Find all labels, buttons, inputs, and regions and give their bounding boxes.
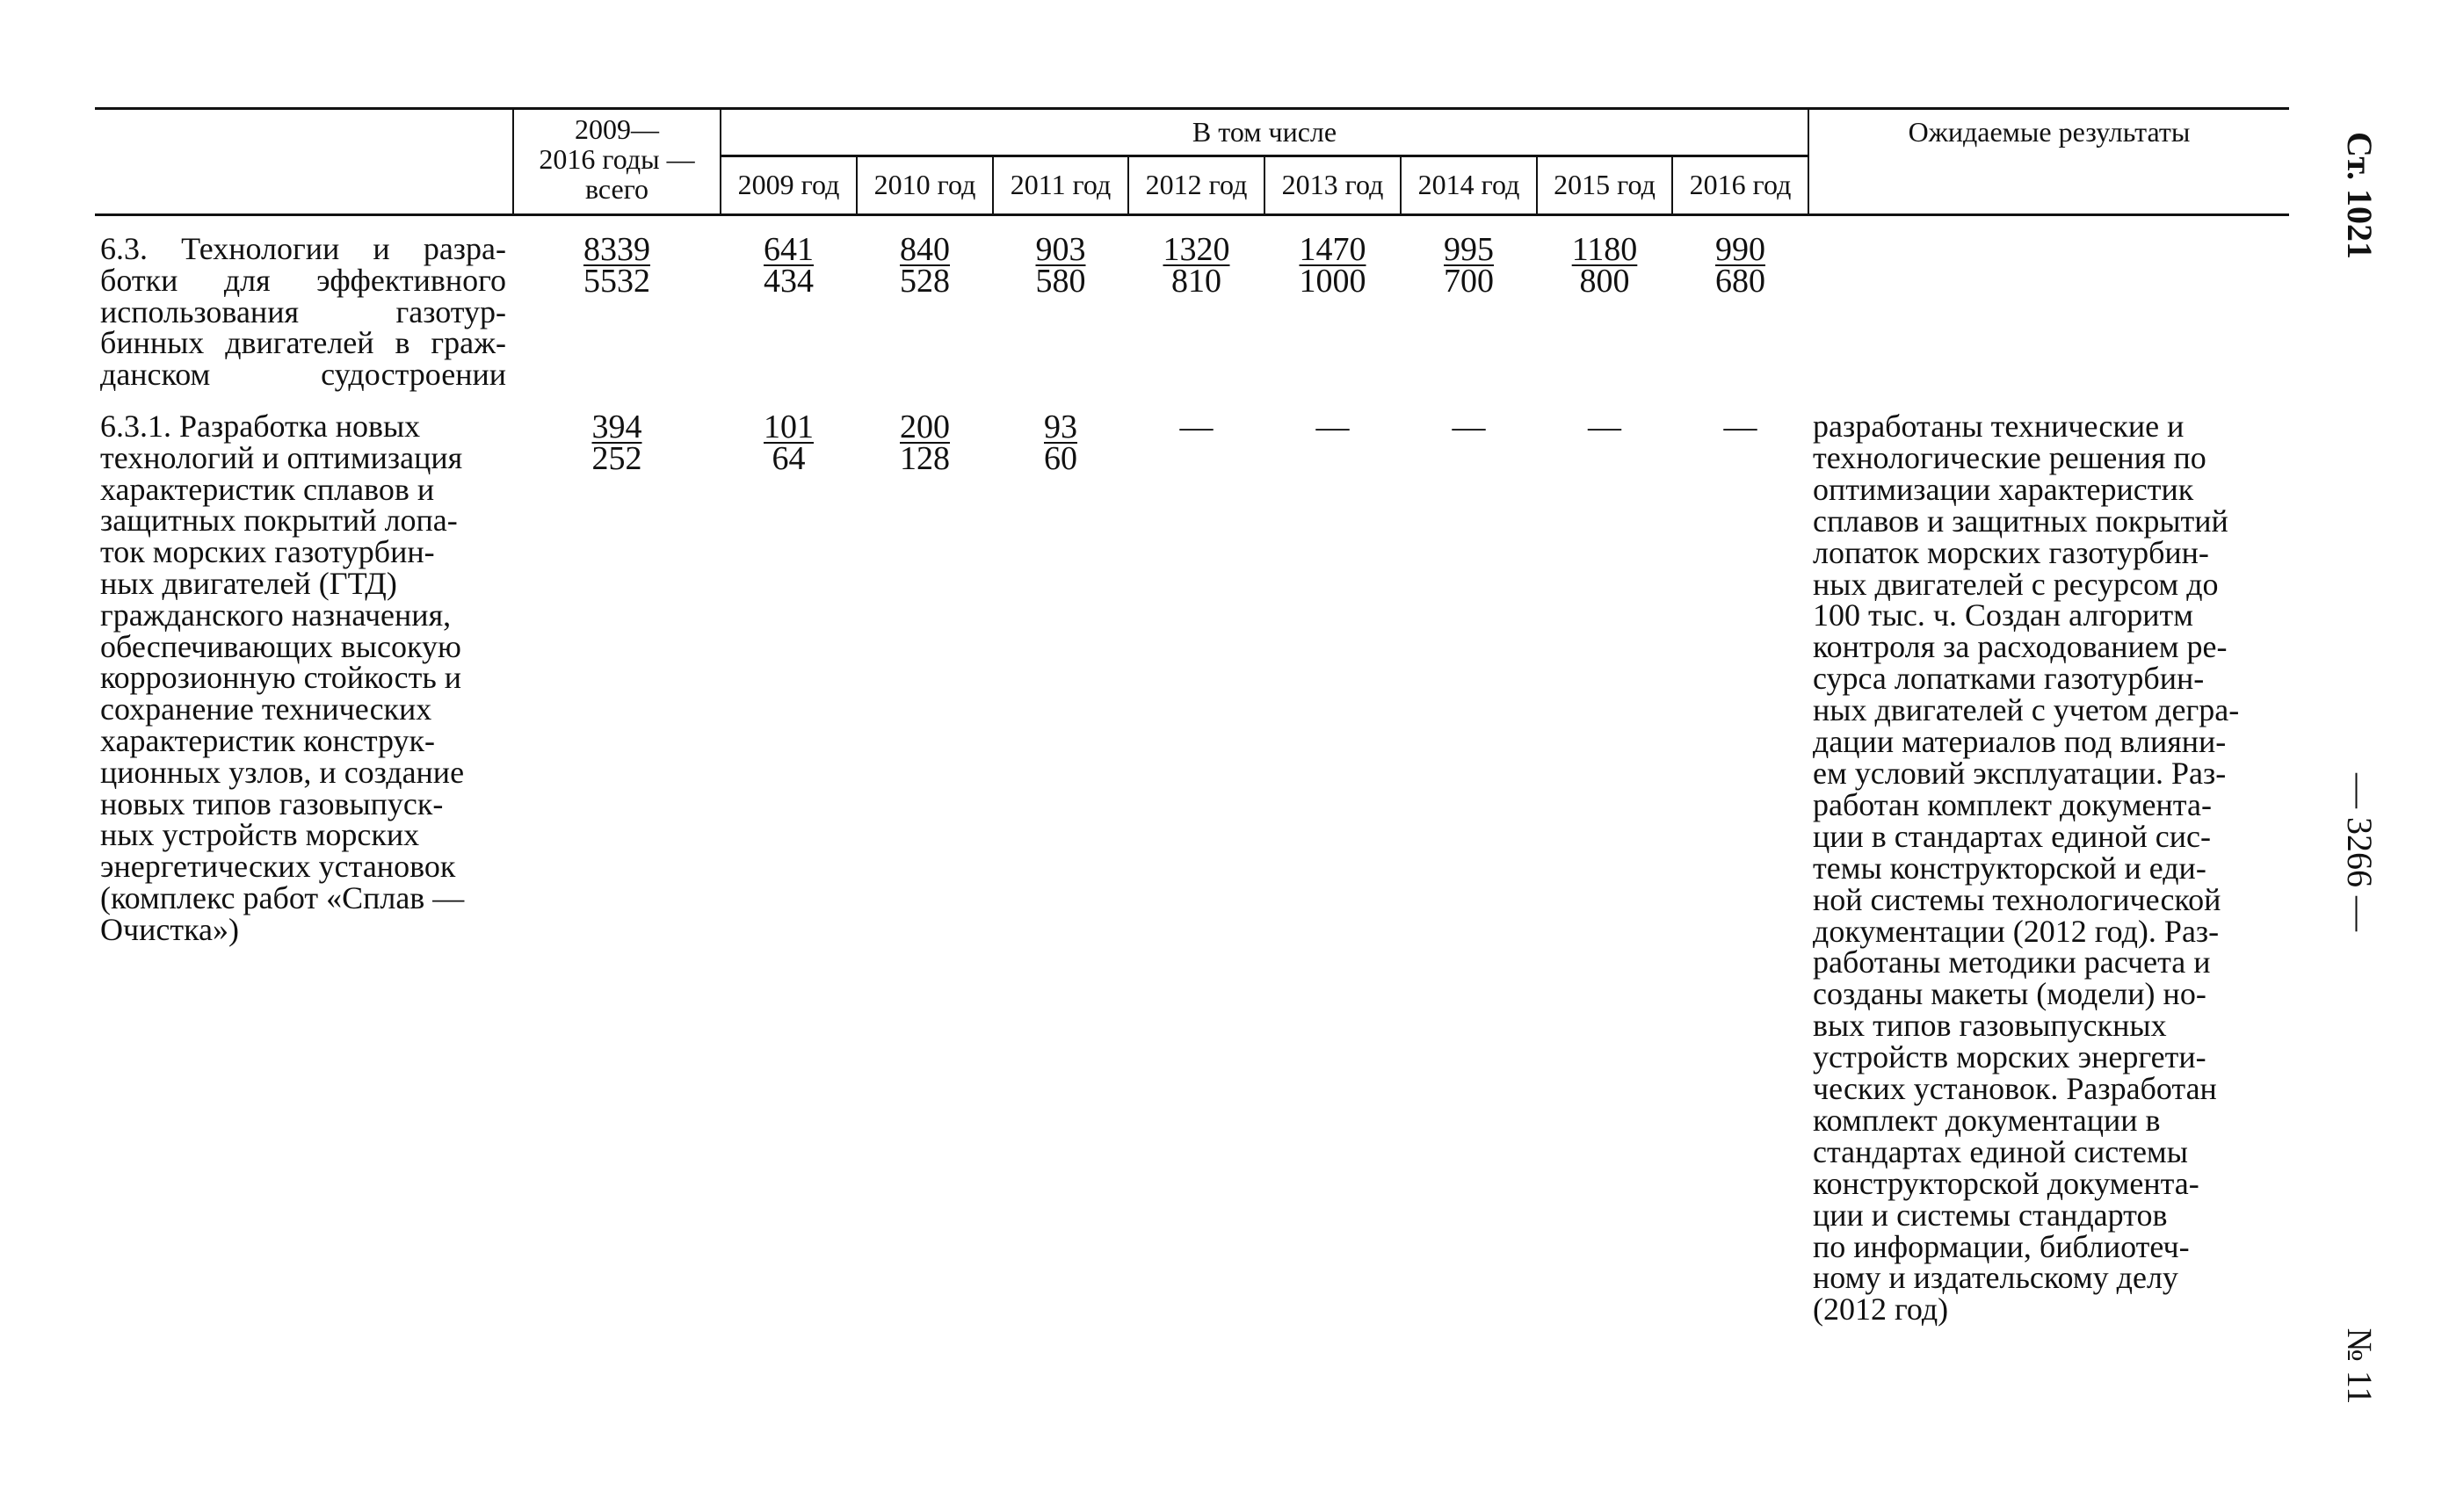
row-6-3-1-total xyxy=(514,409,720,477)
row-6-3-year-2009 xyxy=(721,231,856,300)
row-6-3-total xyxy=(514,231,720,300)
header-year-2016: 2016 год xyxy=(1689,169,1792,200)
row-6-3-year-2010 xyxy=(858,231,992,300)
value-denominator: 64 xyxy=(772,440,806,477)
margin-issue-number: № 11 xyxy=(2340,1328,2380,1405)
value-numerator: 93 xyxy=(1044,409,1077,445)
value-denominator: 528 xyxy=(900,263,950,300)
row-6-3-1-year-2011 xyxy=(994,409,1127,477)
header-bottom-rule xyxy=(95,213,2289,216)
value-denominator: 680 xyxy=(1715,263,1765,300)
value-numerator: 1320 xyxy=(1163,231,1230,268)
row-description-6-3: 6.3. Технологии и разра- ботки для эффективного использования газотур- бинных двигателей в граж- данском судостроении xyxy=(100,231,506,393)
row-6-3-year-2012 xyxy=(1129,231,1264,300)
row-6-3-1-year-2009 xyxy=(721,409,856,477)
header-year-2014: 2014 год xyxy=(1417,169,1520,200)
value-numerator: 840 xyxy=(900,231,950,268)
value-numerator: 8339 xyxy=(583,231,650,268)
value-denominator: 434 xyxy=(764,263,814,300)
header-year-2012: 2012 год xyxy=(1145,169,1248,200)
value-numerator: 995 xyxy=(1444,231,1494,268)
value-numerator: 1470 xyxy=(1299,231,1366,268)
header-year-2015: 2015 год xyxy=(1554,169,1656,200)
row-6-3-year-2013 xyxy=(1265,231,1400,300)
margin-page-number: — 3266 — xyxy=(2340,773,2380,931)
row-description-6-3-1: 6.3.1. Разработка новых технологий и оптимизация характеристик сплавов и защитных покрытий лопа- ток морских газотурбин- ных двигателей (ГТД) гражданского назначения, обеспечивающих высокую коррозионную стойкость и сохранение технических характеристик конструк- ционных узлов, и создание новых типов газовыпуск- ных устройств морских энергетических установок (комплекс работ «Сплав — Очистка») xyxy=(100,409,465,947)
row-6-3-year-2015 xyxy=(1538,231,1671,300)
value-denominator: 700 xyxy=(1444,263,1494,300)
value-numerator: 101 xyxy=(764,409,814,445)
value-denominator: 580 xyxy=(1035,263,1086,300)
value-denominator: 800 xyxy=(1579,263,1630,300)
value-numerator: 641 xyxy=(764,231,814,268)
value-numerator: 903 xyxy=(1035,231,1086,268)
margin-page-label: Ст. 1021 xyxy=(2340,132,2380,259)
header-year-2009: 2009 год xyxy=(737,169,840,200)
row-6-3-1-year-2016-empty: — xyxy=(1723,409,1757,445)
value-denominator: 810 xyxy=(1171,263,1221,300)
value-denominator: 60 xyxy=(1044,440,1077,477)
value-numerator: 394 xyxy=(591,409,642,445)
row-6-3-year-2016 xyxy=(1673,231,1808,300)
header-year-2010: 2010 год xyxy=(873,169,976,200)
row-6-3-1-year-2013-empty: — xyxy=(1315,409,1350,445)
value-numerator: 990 xyxy=(1715,231,1765,268)
row-6-3-1-year-2012-empty: — xyxy=(1179,409,1214,445)
row-6-3-1-expected-results: разработаны технические и технологические решения по оптимизации характеристик сплавов и защитных покрытий лопаток морских газотурбин- ных двигателей с ресурсом до 100 тыс. ч. Создан алгоритм контроля за расходованием ре- сурса лопатками газотурбин- ных двигателей с учетом дегра- дации материалов под влияни- ем условий эксплуатации. Раз- работан комплект документа- ции в стандартах единой сис- темы конструкторской и еди- ной системы технологической документации (2012 год). Раз- работаны методики расчета и созданы макеты (модели) но- вых типов газовыпускных устройств морских энергети- ческих установок. Разработан комплект документации в стандартах единой системы конструкторской документа- ции и системы стандартов по информации, библиотеч- ному и издательскому делу (2012 год) xyxy=(1813,409,2240,1328)
value-denominator: 5532 xyxy=(583,263,650,300)
header-expected-results: Ожидаемые результаты xyxy=(1908,116,2191,148)
table-top-rule xyxy=(95,107,2289,110)
row-6-3-1-year-2010 xyxy=(858,409,992,477)
value-numerator: 1180 xyxy=(1571,231,1638,268)
header-including: В том числе xyxy=(1192,116,1337,148)
row-6-3-year-2014 xyxy=(1402,231,1536,300)
header-total-years: 2009— 2016 годы — всего xyxy=(539,113,695,205)
row-6-3-1-year-2015-empty: — xyxy=(1588,409,1621,445)
header-year-2011: 2011 год xyxy=(1010,169,1112,200)
value-denominator: 128 xyxy=(900,440,950,477)
row-6-3-year-2011 xyxy=(994,231,1127,300)
value-denominator: 252 xyxy=(591,440,642,477)
row-6-3-1-year-2014-empty: — xyxy=(1452,409,1486,445)
value-denominator: 1000 xyxy=(1299,263,1366,300)
header-year-2013: 2013 год xyxy=(1281,169,1384,200)
value-numerator: 200 xyxy=(900,409,950,445)
